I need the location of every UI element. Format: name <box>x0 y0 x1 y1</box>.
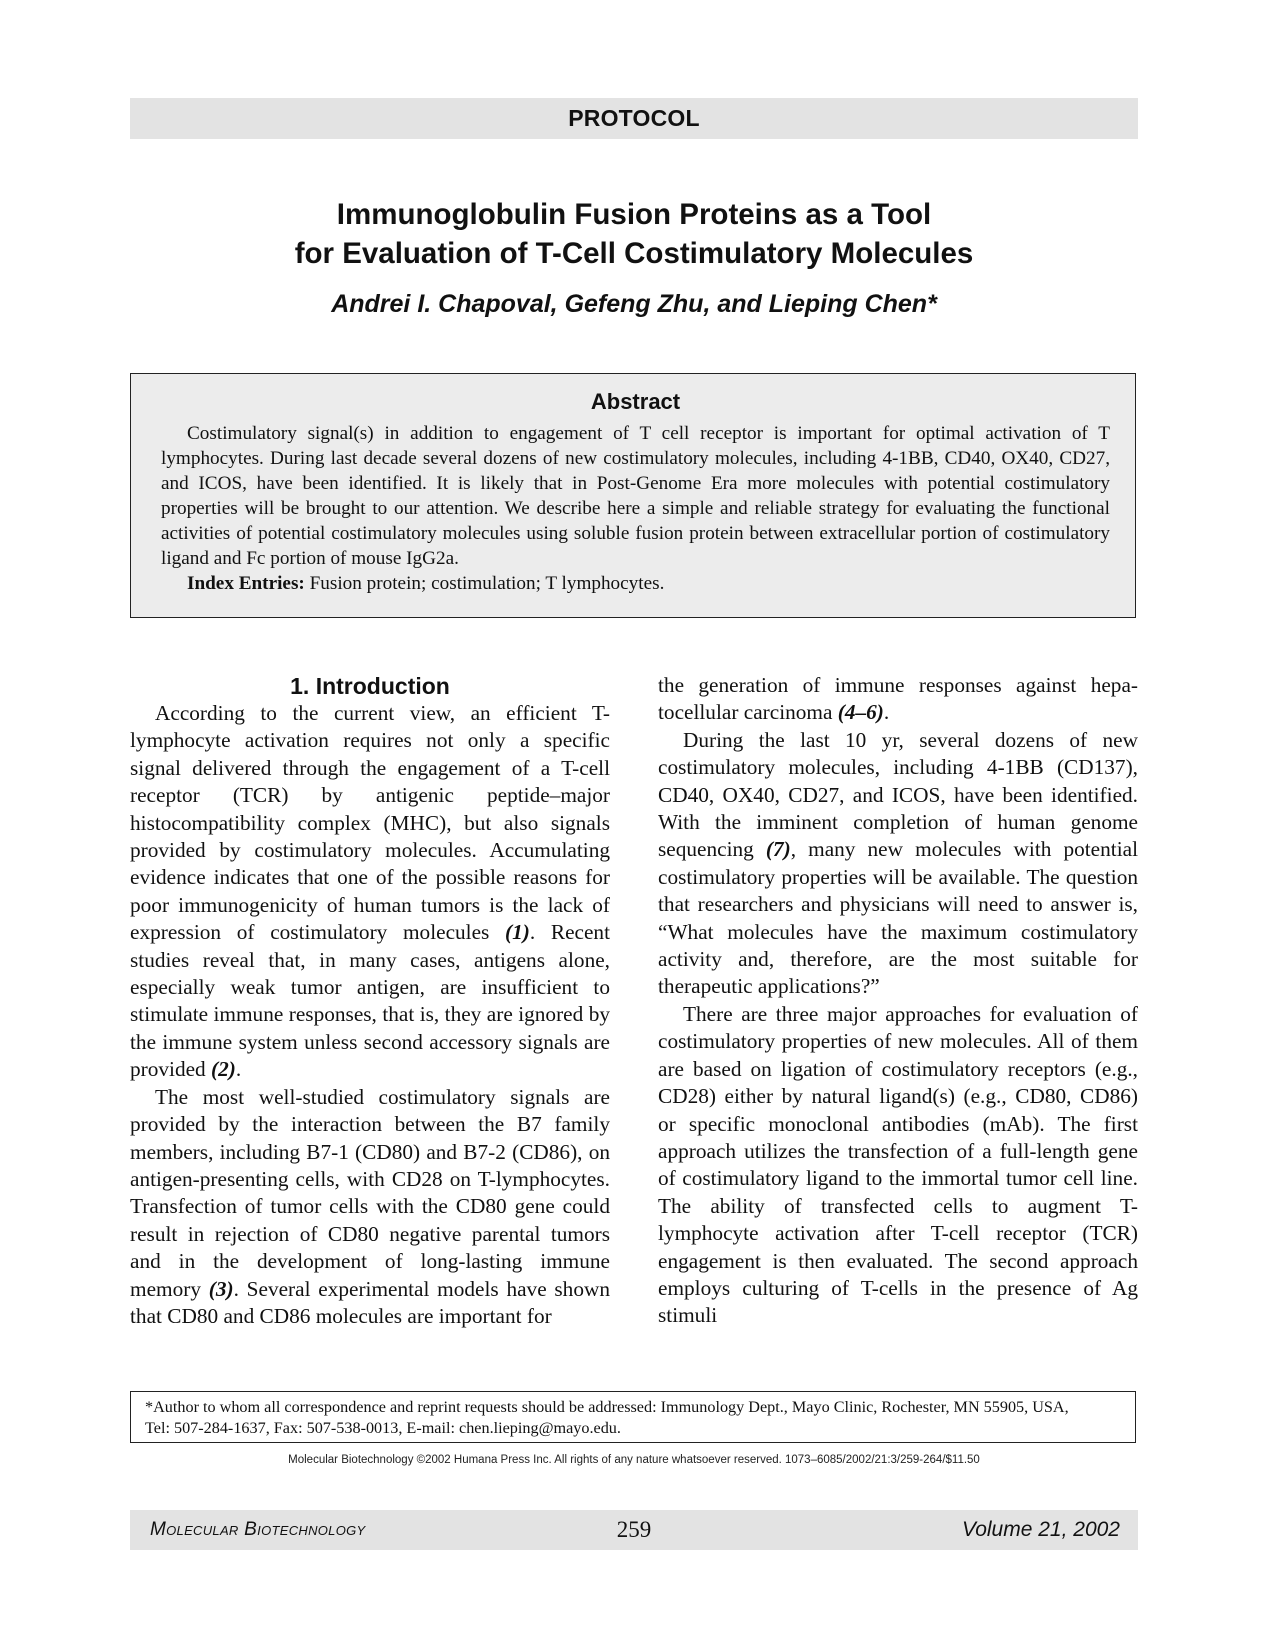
text-run: According to the current view, an efficient T-lymphocyte activation requires not only a specific signal delivered through the engagement of a T-cell receptor (TCR) by antigenic peptide–major histocompatibility complex (MHC), but also signals provided by costimulatory molecules. Accumulating evidence indicates that one of the possible reasons for poor immunogenicity of human tumors is the lack of expression of costimulatory molecules <box>130 701 610 945</box>
citation: (1) <box>505 920 530 945</box>
text-run: . Several experimental models have shown that CD80 and CD86 molecules are important for <box>130 1276 611 1328</box>
index-entries-label: Index Entries: <box>187 573 305 594</box>
text-run: , many new molecules with potential costimulatory properties will be available. The question that researchers and physicians will need to answer is, “What molecules have the maximum costimulatory activity and, therefore, are the most suitable for therapeutic applications?” <box>658 837 1138 999</box>
text-run: the generation of immune responses against hepatocellular carcinoma <box>658 673 1138 725</box>
citation: (4–6) <box>837 700 884 725</box>
abstract-text: Costimulatory signal(s) in addition to engagement of T cell receptor is important for optimal activation of T lymphocytes. During last decade several dozens of new costimulatory molecules, including 4-1BB, CD40, OX40, CD27, and ICOS, have been identified. It is likely that in Post-Genome Era more molecules with potential costimulatory properties will be brought to our attention. We describe here a simple and reliable strategy for evaluating the functional activities of potential costimulatory molecules using soluble fusion protein between extracellular portion of costimulatory ligand and Fc portion of mouse IgG2a. <box>161 423 1110 569</box>
right-column <box>658 672 1138 1330</box>
index-entries <box>161 571 1110 596</box>
intro-paragraph-4: There are three major approaches for evaluation of costimulatory properties of new molecules. All of them are based on ligation of costimulatory receptors (e.g., CD28) either by natural ligand(s) (e.g., CD80, CD86) or specific monoclonal antibodies (mAb). The first approach utilizes the transfection of a full-length gene of costimulatory ligand to the immortal tumor cell line. The ability of transfected cells to augment T-lymphocyte activation after T-cell receptor (TCR) engagement is then evaluated. The second approach employs culturing of T-cells in the presence of Ag stimuli <box>658 1001 1138 1328</box>
intro-paragraph-3 <box>658 727 1138 1001</box>
footnote-line-2: Tel: 507-284-1637, Fax: 507-538-0013, E-mail: chen.lieping@mayo.edu. <box>145 1419 621 1437</box>
text-run: . Recent studies reveal that, in many cases, antigens alone, especially weak tumor antigen, are insufficient to stimulate immune responses, that is, they are ignored by the immune system unless second accessory signals are provided <box>130 920 610 1082</box>
abstract-box <box>130 373 1136 618</box>
journal-name: Molecular Biotechnology <box>150 1519 366 1540</box>
copyright-notice: Molecular Biotechnology ©2002 Humana Press Inc. All rights of any nature whatsoever reserved. 1073–6085/2002/21:3/259-264/$11.50 <box>288 1454 980 1466</box>
author-footnote <box>130 1391 1136 1443</box>
protocol-label: PROTOCOL <box>568 105 700 131</box>
citation: (7) <box>765 837 791 862</box>
intro-paragraph-2 <box>130 1084 610 1331</box>
intro-paragraph-2-continued <box>658 672 1138 727</box>
abstract-heading: Abstract <box>590 389 681 414</box>
page-number: 259 <box>616 1517 652 1542</box>
protocol-header-bar <box>130 98 1138 139</box>
title-line-2: for Evaluation of T-Cell Costimulatory Molecules <box>294 237 974 270</box>
citation: (3) <box>208 1276 234 1301</box>
citation: (2) <box>211 1057 236 1082</box>
page-footer <box>130 1510 1138 1550</box>
text-run: . <box>235 1057 242 1082</box>
text-run: . <box>883 700 890 725</box>
text-run: The most well-studied costimulatory signals are provided by the interaction between the B7 family members, including B7-1 (CD80) and B7-2 (CD86), on antigen-presenting cells, with CD28 on T-lymphocytes. Transfection of tumor cells with the CD80 gene could result in rejection of CD80 negative parental tumors and in the development of long-lasting immune memory <box>130 1084 610 1301</box>
text-run: During the last 10 yr, several dozens of new costimulatory molecules, including 4-1BB (CD137), CD40, OX40, CD27, and ICOS, have been identified. With the imminent completion of human genome sequencing <box>658 727 1138 862</box>
section-heading-introduction: 1. Introduction <box>290 673 450 699</box>
footnote-line-1: *Author to whom all correspondence and reprint requests should be addressed: Immunology Dept., Mayo Clinic, Rochester, MN 55905, USA, <box>145 1398 1069 1416</box>
intro-paragraph-1 <box>130 700 610 1084</box>
volume-info: Volume 21, 2002 <box>961 1518 1120 1541</box>
left-column <box>130 672 610 1330</box>
article-title <box>130 195 1138 273</box>
index-entries-text: Fusion protein; costimulation; T lymphocytes. <box>304 573 665 594</box>
title-line-1: Immunoglobulin Fusion Proteins as a Tool <box>336 198 932 231</box>
author-list: Andrei I. Chapoval, Gefeng Zhu, and Lieping Chen* <box>331 290 937 318</box>
